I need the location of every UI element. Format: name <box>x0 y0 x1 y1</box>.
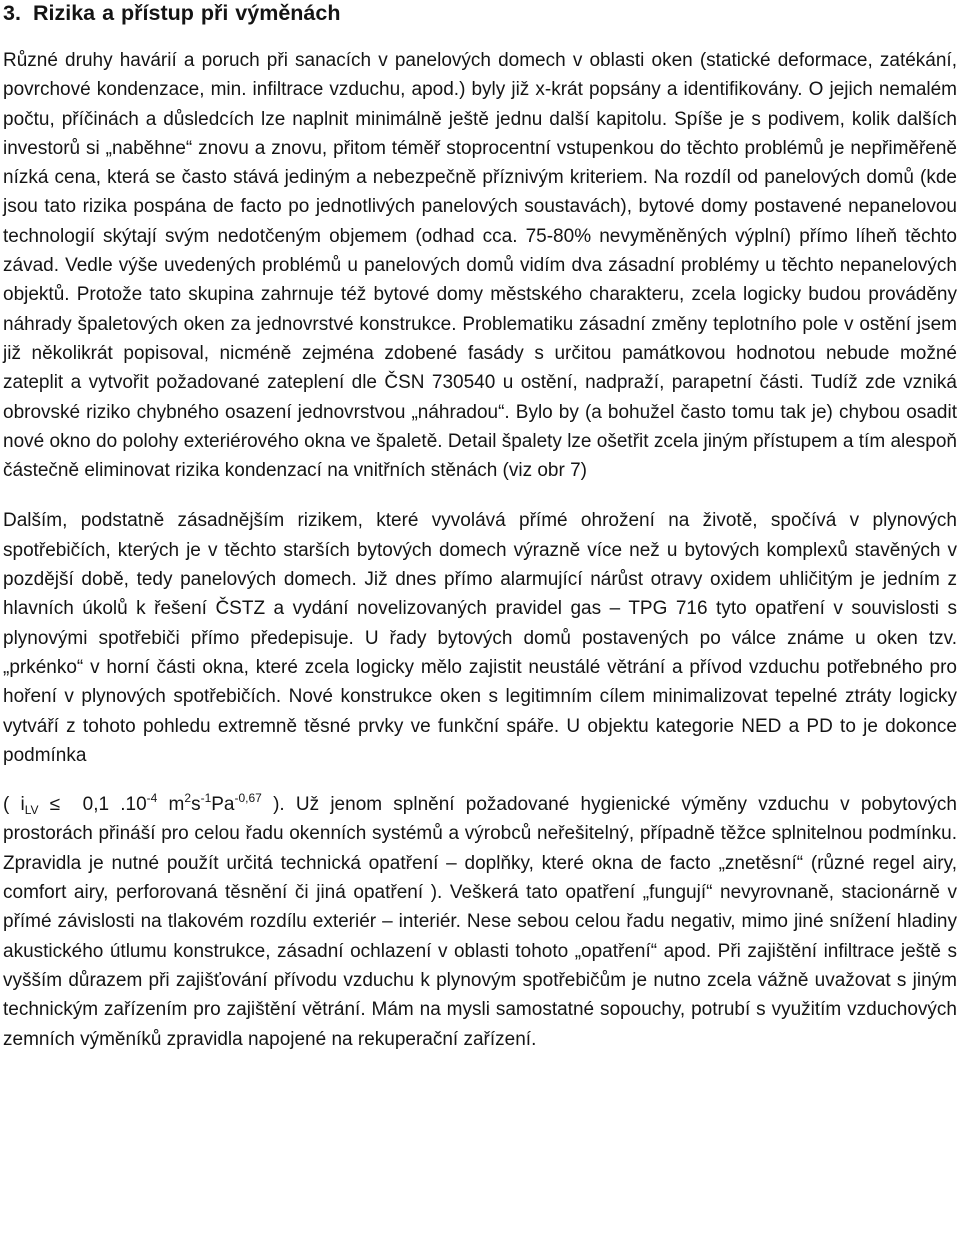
infiltration-formula <box>3 791 285 818</box>
formula-exponent-neg1: -1 <box>200 791 212 806</box>
section-title: Rizika a přístup při výměnách <box>32 1 341 25</box>
formula-unit-s: s <box>191 794 201 816</box>
document-page <box>3 0 957 1054</box>
section-heading <box>3 0 957 30</box>
formula-exponent-067: -0,67 <box>234 791 262 806</box>
formula-unit-m: m <box>157 794 185 816</box>
formula-subscript-lv: LV <box>24 803 39 818</box>
formula-exponent-2: 2 <box>184 791 192 806</box>
formula-exponent-neg4: -4 <box>146 791 158 806</box>
formula-relation: ≤ 0,1 .10 <box>38 794 147 816</box>
paragraph-infiltration-condition <box>3 790 957 1054</box>
formula-unit-pa: Pa <box>211 794 235 816</box>
paragraph-window-failures: Různé druhy havárií a poruch při sanacích v panelových domech v oblasti oken (statické deformace, zatékání, povrchové kondenzace, min. infiltrace vzduchu, apod.) byly již x-krát popsány a identifikovány. O jejich nemalém počtu, příčinách a důsledcích lze naplnit minimálně ještě jednu další kapitolu. Spíše je s podivem, kolik dalších investorů si „naběhne“ znovu a znovu, přitom téměř stoprocentní vstupenkou do těchto problémů je nepřiměřeně nízká cena, která se často stává jediným a nebezpečně příznivým kriteriem. Na rozdíl od panelových domů (kde jsou tato rizika pospána de facto po jednotlivých panelových soustavách), bytové domy postavené nepanelovou technologií skýtají svým nedotčeným objemem (odhad cca. 75-80% nevyměněných výplní) přímo líheň těchto závad. Vedle výše uvedených problémů u panelových domů vidím dva zásadní problémy u těchto nepanelových objektů. Protože tato skupina zahrnuje též bytové domy městského charakteru, zcela logicky budou prováděny náhrady špaletových oken za jednovrstvé konstrukce. Problematiku zásadní změny teplotního pole v ostění jsem již několikrát popisoval, nicméně zejména zdobené fasády s určitou památkovou hodnotou nebude možné zateplit a vytvořit požadované zateplení dle ČSN 730540 u ostění, nadpraží, parapetní části. Tudíž zde vzniká obrovské riziko chybného osazení jednovrstvou „náhradou“. Bylo by (a bohužel často tomu tak je) chybou osadit nové okno do polohy exteriérového okna ve špaletě. Detail špalety lze ošetřit zcela jiným přístupem a tím alespoň částečně eliminovat rizika kondenzací na vnitřních stěnách (viz obr 7) <box>3 50 957 482</box>
paragraph-infiltration-text: Už jenom splnění požadované hygienické výměny vzduchu v pobytových prostorách přináší pro celou řadu okenních systémů a výrobců neřešitelný, případně těžce splnitelnou podmínku. Zpravidla je nutné použít určitá technická opatření – doplňky, které okna de facto „znetěsní“ (různé regel airy, comfort airy, perforovaná těsnění či jiná opatření ). Veškerá tato opatření „fungují“ nevyrovnaně, stacionárně v přímé závislosti na tlakovém rozdílu exteriér – interiér. Nese sebou celou řadu negativ, mimo jiné snížení hladiny akustického útlumu konstrukce, zásadní ochlazení v oblasti tohoto „opatření“ apod. Při zajištění infiltrace ještě s vyšším důrazem při zajišťování přívodu vzduchu k plynovým spotřebičům je nutno zcela vážně uvažovat s jiným technickým zařízením pro zajištění větrání. Mám na mysli samostatné sopouchy, potrubí s využitím vzduchových zemních výměníků zpravidla napojené na rekuperační zařízení. <box>3 794 957 1050</box>
section-number: 3. <box>3 1 21 25</box>
formula-open: ( i <box>3 794 25 816</box>
paragraph-gas-appliances: Dalším, podstatně zásadnějším rizikem, které vyvolává přímé ohrožení na životě, spočívá v plynových spotřebičích, kterých je v těchto starších bytových domech výrazně více než u bytových komplexů stavěných v pozdější době, tedy panelových domech. Již dnes přímo alarmující nárůst otravy oxidem uhličitým je jedním z hlavních úkolů k řešení ČSTZ a vydání novelizovaných pravidel gas – TPG 716 tyto opatření v souvislosti s plynovými spotřebiči přímo předepisuje. U řady bytových domů postavených po válce známe u oken tzv. „prkénko“ v horní části okna, které zcela logicky mělo zajistit neustálé větrání a přívod vzduchu potřebného pro hoření v plynových spotřebičích. Nové konstrukce oken s legitimním cílem minimalizovat tepelné ztráty logicky vytváří z tohoto pohledu extremně těsné prvky ve funkční spáře. U objektu kategorie NED a PD to je dokonce podmínka <box>3 510 957 766</box>
formula-close: ). <box>261 794 285 816</box>
